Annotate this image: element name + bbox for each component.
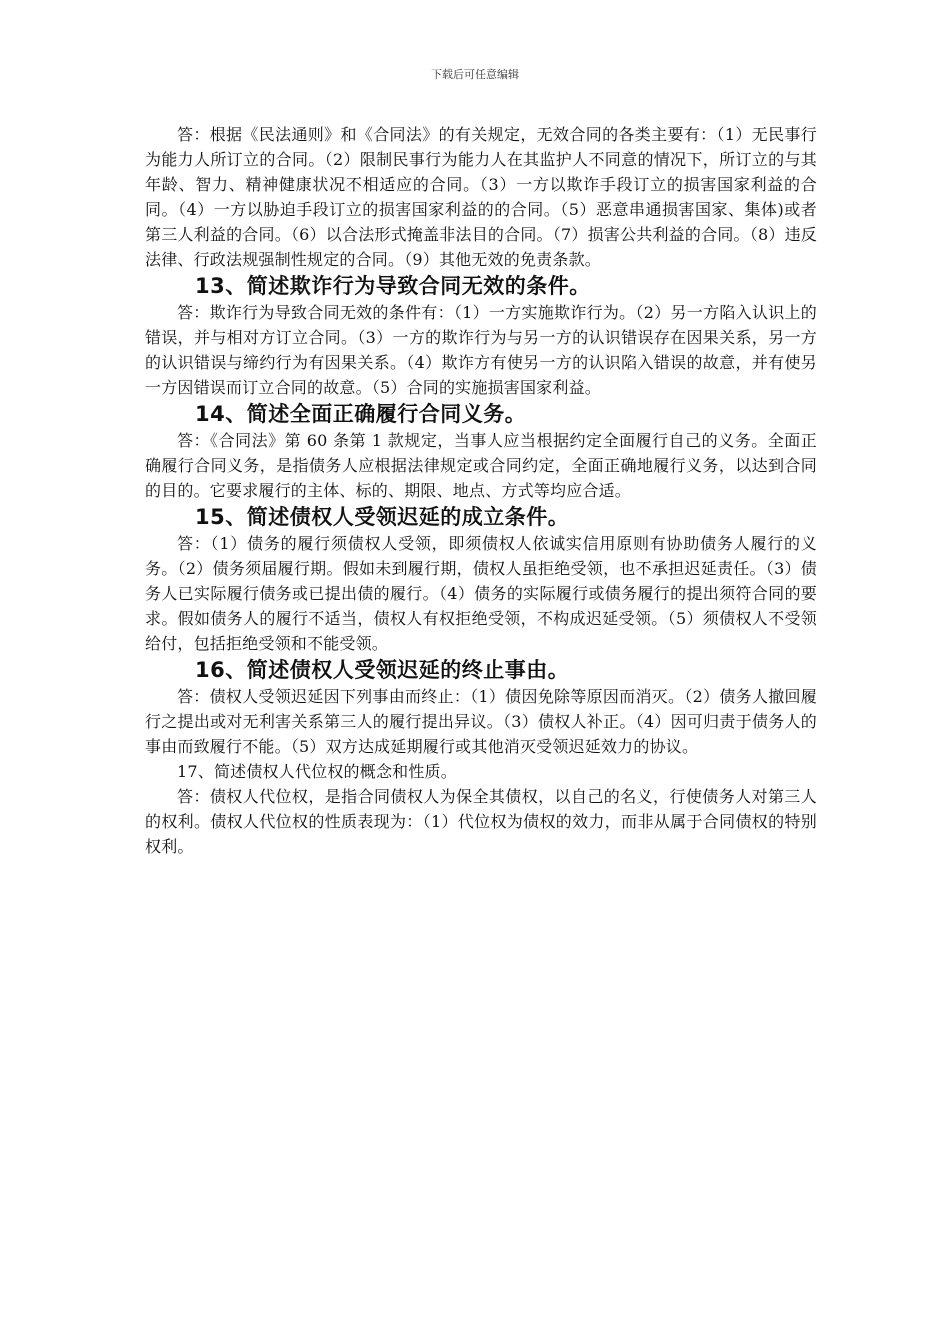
- answer-paragraph: 答：《合同法》第 60 条第 1 款规定，当事人应当根据约定全面履行自己的义务。全面正确履行合同义务，是指债务人应根据法律规定或合同约定，全面正确地履行义务，以达到合同的目的。它要求履行的主体、标的、期限、地点、方式等均应合适。: [145, 431, 817, 500]
- question-heading-13: 13、简述欺诈行为导致合同无效的条件。: [195, 274, 591, 298]
- page-header: 下载后可任意编辑: [431, 68, 519, 81]
- answer-paragraph: 答：（1）债务的履行须债权人受领，即须债权人依诚实信用原则有协助债务人履行的义务。（2）债务须届履行期。假如未到履行期，债权人虽拒绝受领，也不承担迟延责任。（3）债务人已实际履行债务或已提出债的履行。（4）债务的实际履行或债务履行的提出须符合同的要求。假如债务人的履行不适当，债权人有权拒绝受领，不构成迟延受领。（5）须债权人不受领给付，包括拒绝受领和不能受领。: [145, 534, 817, 653]
- answer-paragraph: 答：债权人代位权，是指合同债权人为保全其债权，以自己的名义，行使债务人对第三人的权利。债权人代位权的性质表现为：（1）代位权为债权的效力，而非从属于合同债权的特别权利。: [145, 787, 817, 856]
- answer-paragraph: 答：欺诈行为导致合同无效的条件有：（1）一方实施欺诈行为。（2）另一方陷入认识上的错误，并与相对方订立合同。（3）一方的欺诈行为与另一方的认识错误存在因果关系，另一方的认识错误与缔约行为有因果关系。（4）欺诈方有使另一方的认识陷入错误的故意，并有使另一方因错误而订立合同的故意。（5）合同的实施损害国家利益。: [145, 303, 817, 397]
- question-paragraph-17: 17、简述债权人代位权的概念和性质。: [177, 762, 457, 781]
- document-body: [145, 122, 817, 859]
- question-heading-14: 14、简述全面正确履行合同义务。: [195, 402, 527, 426]
- question-heading-15: 15、简述债权人受领迟延的成立条件。: [195, 505, 570, 529]
- answer-paragraph: 答：根据《民法通则》和《合同法》的有关规定，无效合同的各类主要有：（1）无民事行为能力人所订立的合同。（2）限制民事行为能力人在其监护人不同意的情况下，所订立的与其年龄、智力、精神健康状况不相适应的合同。（3）一方以欺诈手段订立的损害国家利益的合同。（4）一方以胁迫手段订立的损害国家利益的的合同。（5）恶意串通损害国家、集体)或者第三人利益的合同。（6）以合法形式掩盖非法目的合同。（7）损害公共利益的合同。（8）违反法律、行政法规强制性规定的合同。（9）其他无效的免责条款。: [145, 125, 817, 269]
- answer-paragraph: 答：债权人受领迟延因下列事由而终止：（1）债因免除等原因而消灭。（2）债务人撤回履行之提出或对无利害关系第三人的履行提出异议。（3）债权人补正。（4）因可归责于债务人的事由而致履行不能。（5）双方达成延期履行或其他消灭受领迟延效力的协议。: [145, 687, 817, 756]
- question-heading-16: 16、简述债权人受领迟延的终止事由。: [195, 658, 570, 682]
